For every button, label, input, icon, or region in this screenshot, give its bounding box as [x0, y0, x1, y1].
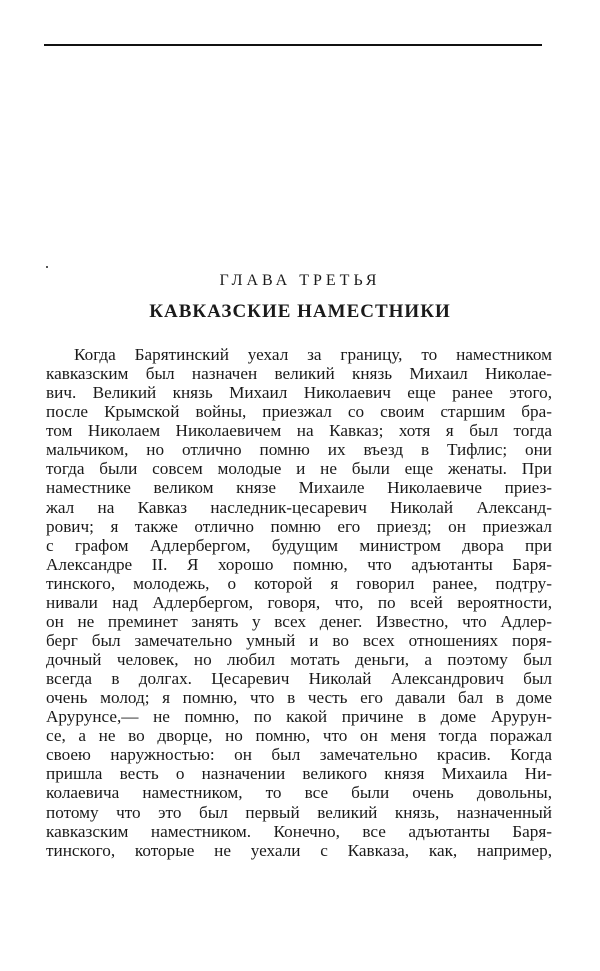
text-line: потому что это был первый великий князь, назначенный — [46, 802, 552, 822]
text-line: вич. Великий князь Михаил Николаевич еще ранее этого, — [46, 383, 552, 403]
text-line: очень молод; я помню, что в честь его давали бал в доме — [46, 688, 552, 708]
chapter-title: КАВКАЗСКИЕ НАМЕСТНИКИ — [149, 301, 451, 322]
body-text — [46, 345, 552, 860]
text-line: мальчиком, но отлично помню их въезд в Тифлис; они — [46, 440, 552, 460]
text-line: своею наружностью: он был замечательно красив. Когда — [46, 745, 552, 765]
text-line: колаевича наместником, то все были очень довольны, — [46, 783, 552, 803]
text-line: наместнике великом князе Михаиле Николаевиче приез- — [46, 478, 552, 498]
text-line: всегда в долгах. Цесаревич Николай Александрович был — [46, 669, 552, 689]
text-line: с графом Адлербергом, будущим министром двора при — [46, 535, 552, 555]
text-line: нивали над Адлербергом, говоря, что, по всей вероятности, — [46, 592, 552, 612]
text-line: Александре II. Я хорошо помню, что адъютанты Баря- — [46, 554, 552, 574]
text-line: жал на Кавказ наследник-цесаревич Николай Александ- — [46, 497, 552, 517]
text-line: Когда Барятинский уехал за границу, то наместником — [74, 345, 552, 364]
text-line: Арурунсе,— не помню, по какой причине в доме Арурун- — [46, 707, 552, 727]
text-line: берг был замечательно умный и во всех отношениях поря- — [46, 630, 552, 650]
text-line: пришла весть о назначении великого князя Михаила Ни- — [46, 764, 552, 784]
text-line: том Николаем Николаевичем на Кавказ; хотя я был тогда — [46, 421, 552, 441]
text-line: тогда были совсем молодые и не были еще женаты. При — [46, 459, 552, 479]
text-line: рович; я также отлично помню его приезд; он приезжал — [46, 516, 552, 536]
header-rule — [44, 44, 542, 46]
text-line: кавказским был назначен великий князь Михаил Николае- — [46, 364, 552, 384]
text-line: тинского, которые не уехали с Кавказа, как, например, — [46, 840, 552, 860]
text-line: тинского, молодежь, о которой я говорил ранее, подтру- — [46, 573, 552, 593]
text-line: после Крымской войны, приезжал со своим старшим бра- — [46, 402, 552, 422]
scan-speck — [46, 266, 48, 268]
text-line: дочный человек, но любил мотать деньги, а поэтому был — [46, 650, 552, 669]
chapter-label: ГЛАВА ТРЕТЬЯ — [219, 272, 381, 289]
text-line: кавказским наместником. Конечно, все адъютанты Баря- — [46, 821, 552, 841]
text-line: се, а не во дворце, но помню, что он меня тогда поражал — [46, 726, 552, 746]
text-line: он не преминет занять у всех денег. Известно, что Адлер- — [46, 611, 552, 631]
